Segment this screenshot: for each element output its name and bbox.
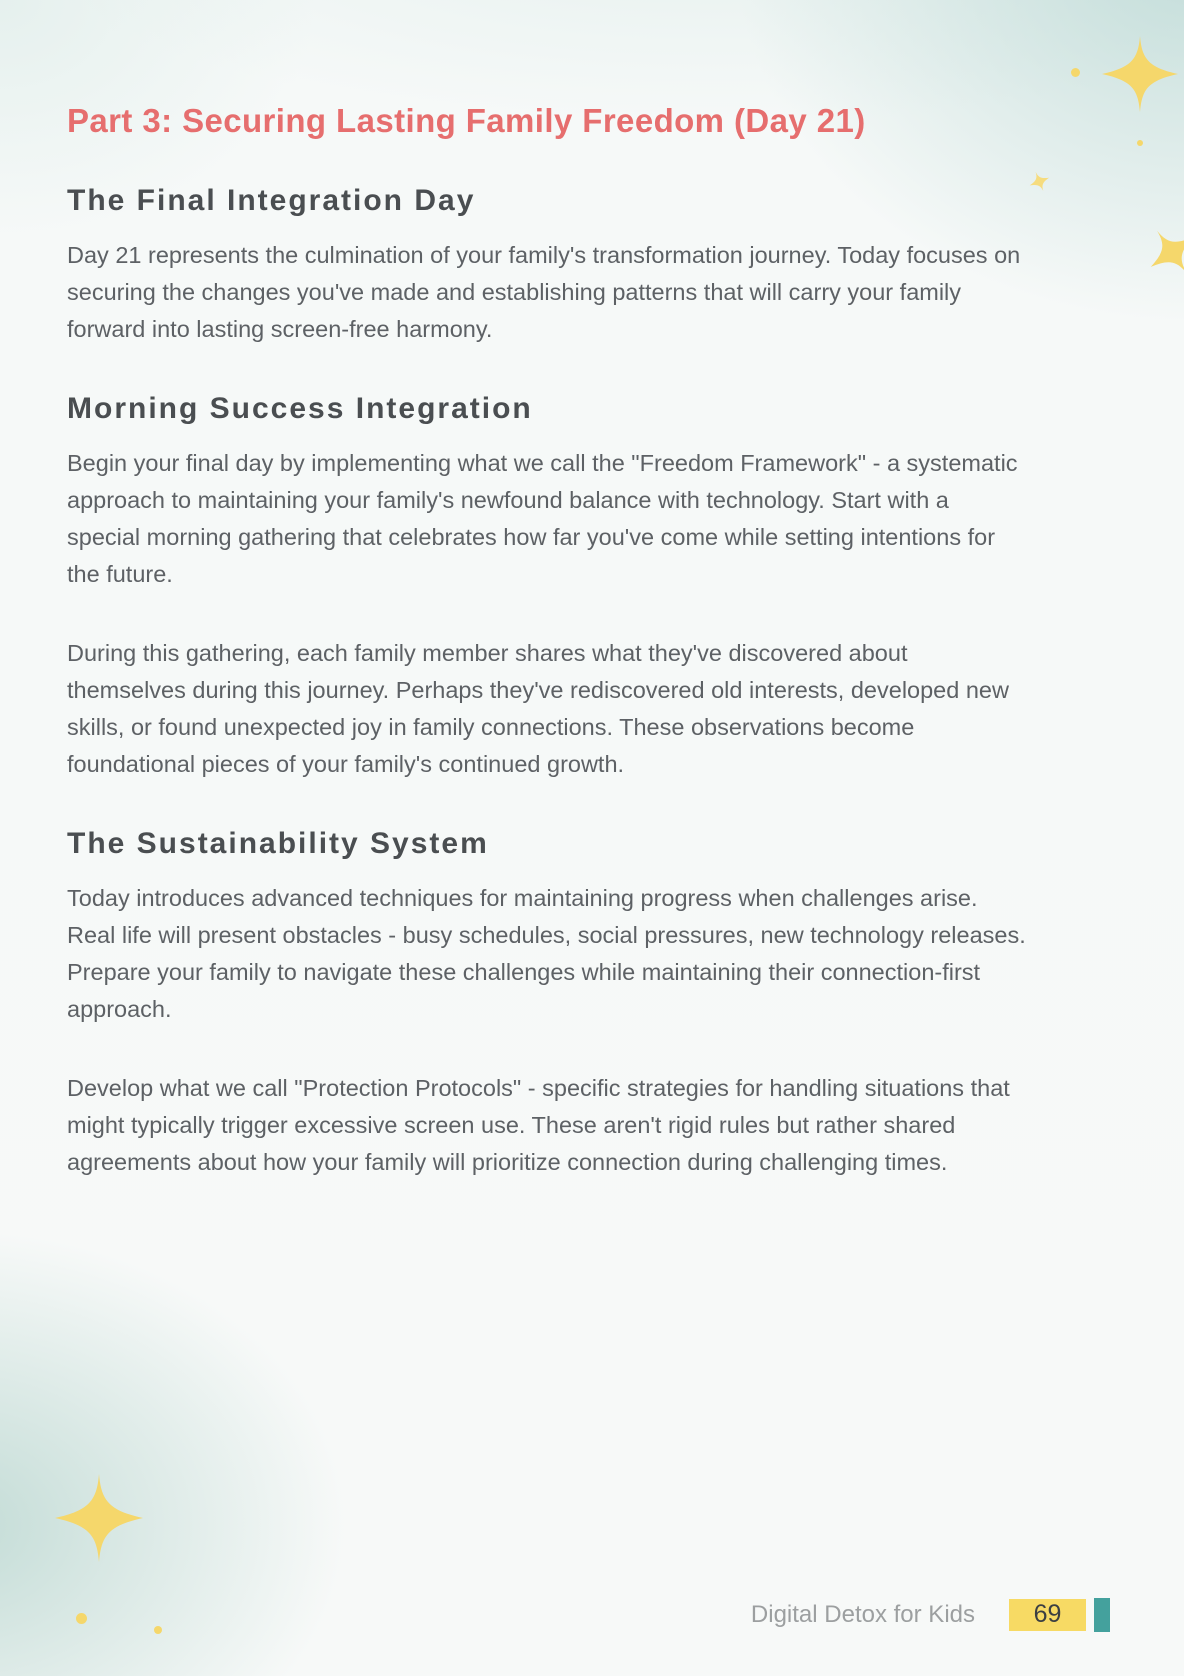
section-sustainability-system [67, 827, 1027, 1181]
sparkle-dot-icon [1137, 140, 1143, 146]
section-morning-success-integration [67, 392, 1027, 783]
page-number-badge: 69 [1009, 1599, 1086, 1631]
sparkle-icon [1136, 216, 1184, 288]
sparkle-dot-icon [1071, 68, 1080, 77]
sparkle-dot-icon [154, 1626, 162, 1634]
sparkle-icon [1026, 168, 1053, 195]
part-heading: Part 3: Securing Lasting Family Freedom (Day 21) [67, 102, 866, 139]
section-final-integration-day [67, 184, 1027, 348]
section-heading: Morning Success Integration [67, 392, 533, 425]
section-heading: The Sustainability System [67, 827, 489, 860]
paragraph: Begin your final day by implementing what we call the "Freedom Framework" - a systematic approach to maintaining your family's newfound balance with technology. Start with a special morning gathering that celebrates how far you've come while setting intentions for the future. [67, 450, 1018, 587]
sparkle-icon [55, 1474, 143, 1562]
sparkle-icon [1102, 36, 1178, 112]
paragraph: Day 21 represents the culmination of your family's transformation journey. Today focuses on securing the changes you've made and establishing patterns that will carry your family forward into lasting screen-free harmony. [67, 242, 1021, 342]
paragraph: Develop what we call "Protection Protocols" - specific strategies for handling situations that might typically trigger excessive screen use. These aren't rigid rules but rather shared agreements about how your family will prioritize connection during challenging times. [67, 1075, 1010, 1175]
page-content [67, 102, 1027, 1223]
paragraph: Today introduces advanced techniques for maintaining progress when challenges arise. Real life will present obstacles - busy schedules, social pressures, new technology releases. Prepare your family to navigate these challenges while maintaining their connection-first approach. [67, 885, 1026, 1022]
section-heading: The Final Integration Day [67, 184, 476, 217]
paragraph: During this gathering, each family member shares what they've discovered about themselves during this journey. Perhaps they've rediscovered old interests, developed new skills, or found unexpected joy in family connections. These observations become foundational pieces of your family's continued growth. [67, 640, 1009, 777]
sparkle-dot-icon [76, 1613, 87, 1624]
book-title: Digital Detox for Kids [750, 1600, 975, 1628]
page-footer [751, 1596, 1110, 1633]
teal-accent-bar [1094, 1598, 1110, 1632]
